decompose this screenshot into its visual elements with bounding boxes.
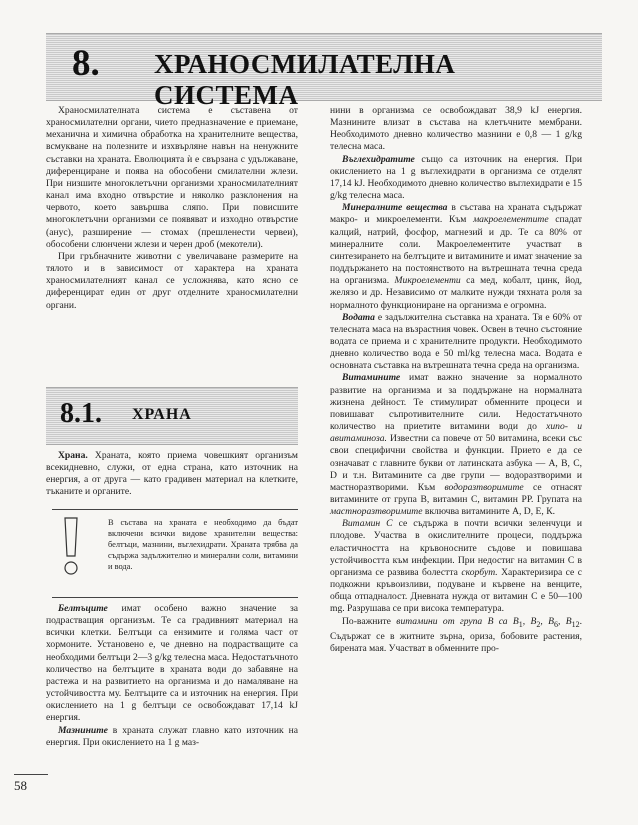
left-column-top — [46, 105, 298, 312]
avitaminosis-term: хипо- и авитаминоза. — [330, 421, 582, 445]
vitamins-paragraph: Витамините имат важно значение за нормалното развитие на организма и за поддържане на нормалната жизнена дейност. Те стимулират обменните процеси и повишават съпротивителните сили. Недостатъчното количество на приетите витамини води до хипо- и авитаминоза. Известни са повече от 50 витамина, всеки със свои специфични свойства и функции. Прието е да се означават с главните букви от латинската азбука — А, В, С, D и т.н. Витамините са две групи — водоразтворими и мастноразтворими. Към водоразтворимите се отнасят витамините от група В, витамин С, витамин РР. Групата на мастноразтворимите включва витамините А, D, Е, К. — [330, 372, 582, 518]
vitamins-term: Витамините — [342, 372, 401, 384]
note-box — [52, 509, 298, 598]
vitamin-b-term: витамини от група В са В — [396, 615, 519, 627]
scurvy-term: скорбут. — [461, 566, 498, 578]
carbs-paragraph — [330, 154, 582, 203]
microelements-term: Микроелементи — [394, 275, 461, 287]
water-soluble-term: водоразтворимите — [444, 481, 524, 493]
fats-continued: нини в организма се освобождават 38,9 kJ енергия. Мазнините влизат в състава на клетъчните мембрани. Необходимото дневно количество мазнини е 0,8 — 1 g/kg телесна маса. — [330, 105, 582, 153]
macroelements-term: макроелементите — [473, 214, 549, 226]
proteins-text: имат особено важно значение за подрастващия организъм. Те са градивният материал на всички клетки. Белтъци са ензимите и голяма част от хормоните. Установено е, че дневно на подрастващите са необходими белтъци 2—3 g/kg телесна маса. Недостатъчното количество на белтъците в храната води до забавяне на растежа и на развитието на организма и до намаляване на устойчивостта му. Белтъците са и източник на енергия. При окислението на 1 g белтъци се освобождават 17,14 kJ енергия. — [46, 603, 298, 724]
carbs-text: също са източник на енергия. При окислението на 1 g въглехидрати в организма се отделят 17,14 kJ. Необходимото дневно количество въглехидрати е 15 g/kg телесна маса. — [330, 153, 582, 202]
food-term: Храна. — [58, 450, 88, 461]
note-text: В състава на храната е необходимо да бъдат включени всички видове хранителни вещества: белтъци, мазнини, въглехидрати. Храната трябва да съдържа задължително и минерални соли, витамини и вода. — [108, 518, 298, 572]
vitamin-c-term: Витамин С — [342, 518, 393, 530]
water-term: Водата — [342, 311, 375, 323]
carbs-term: Въглехидратите — [342, 153, 415, 165]
page-number-rule — [14, 774, 48, 775]
right-column — [330, 105, 582, 655]
water-text: е задължителна съставка на храната. Тя е 60% от телесната маса на възрастния човек. Освен в течно състояние водата се приема и с хранителните продукти. Необходимото дневно количество вода е 50 ml/kg телесна маса. Водата е основната съставка на вътрешната течна среда на организма. — [330, 311, 582, 372]
minerals-paragraph: Минералните вещества в състава на храната съдържат макро- и микроелементи. Към макроелементите спадат калций, натрий, фосфор, магнезий и др. Те са 80% от минералните соли. Макроелементите участват в синтезирането на белтъците и витамините и имат значение за поддържането на постоянството на вътрешната течна среда на организма. Микроелементи са мед, кобалт, цинк, йод, желязо и др. Независимо от малките нужди тяхната роля за нормалното функциониране на организма е огромна. — [330, 202, 582, 311]
left-column-food — [46, 450, 298, 499]
section-banner — [46, 387, 298, 445]
fats-term: Мазнините — [58, 724, 108, 736]
food-text: Храната, която приема човешкият организъм всекидневно, служи, от една страна, като източник на енергия, а от друга — като градивен материал на клетките, тъканите и органите. — [46, 450, 298, 498]
left-column-bottom — [46, 603, 298, 749]
minerals-term: Минералните вещества — [342, 202, 448, 214]
chapter-title: ХРАНОСМИЛАТЕЛНА СИСТЕМА — [154, 49, 456, 110]
fats-text: в храната служат главно като източник на енергия. При окислението на 1 g маз- — [46, 724, 298, 748]
intro-paragraph: Храносмилателната система е съставена от храносмилателни органи, чието предназначение е приемане, механична и химична обработка на хранителните вещества, всмукване на полезните и изхвърляне навън на ненужните съставки на храната. Еволюцията ѝ е свързана с удължаване, диференциране и поява на обособени смилателни жлези. При низшите многоклетъчни организми храносмилателният канал има входно отвърстие и няколко разклонения на червото, което завършва сляпо. При повисшите многоклетъчни организми се появяват и изходно отвърстие (анус), разширение — стомах (прешленести червеи), обособени слюнчени жлези и черен дроб (мекотели). — [46, 105, 298, 250]
section-number: 8.1. — [60, 398, 102, 429]
fats-paragraph — [46, 725, 298, 749]
vitamin-b-paragraph: По-важните витамини от група В са $В_1$, $В_2$, $В_6$, $В_{12}$. Съдържат се в житните зърна, ориза, бобовите растения, бирената мая. Участват в обменните про- — [330, 615, 583, 654]
vertebrates-paragraph: При гръбначните животни с увеличаване размерите на тялото и в зависимост от характера на храната храносмилателният канал се усложнява, като ясно се диференцират един от друг отделните храносмилателни органи. — [46, 250, 298, 311]
section-title: ХРАНА — [132, 406, 192, 423]
page-number: 58 — [14, 778, 27, 793]
vitamin-c-paragraph: Витамин С се съдържа в почти всички зеленчуци и плодове. Участва в окислителните процеси, поддържа еластичността на кръвоносните съдове и повишава устойчивостта към инфекции. При недостиг на витамин С в организма се развива болестта скорбут. Характеризира се с подкожни кръвоизливи, подуване и кървене на венците, обща отпадналост. Дневната нужда от витамин С е 50—100 mg. Разрушава се при висока температура. — [330, 518, 582, 615]
proteins-paragraph — [46, 603, 298, 725]
fat-soluble-term: мастноразтворимите — [330, 506, 423, 518]
water-paragraph — [330, 312, 582, 373]
exclamation-icon — [58, 516, 84, 580]
proteins-term: Белтъците — [58, 603, 108, 614]
chapter-banner — [46, 33, 602, 110]
food-paragraph — [46, 450, 298, 499]
chapter-number: 8. — [72, 43, 100, 84]
